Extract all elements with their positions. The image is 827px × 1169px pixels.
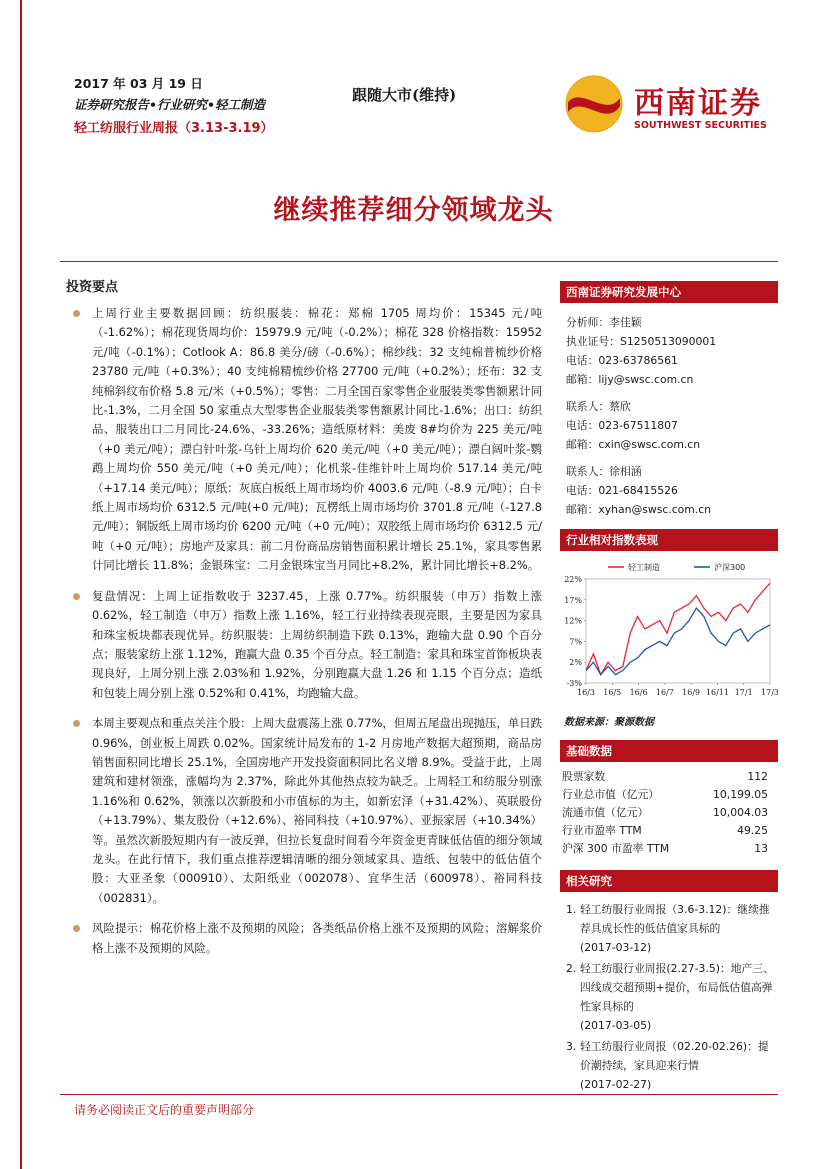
basic-data-value: 13 bbox=[754, 842, 768, 855]
x-tick-label: 16/3 bbox=[577, 688, 595, 697]
basic-data-label: 行业总市值（亿元） bbox=[562, 788, 660, 801]
contact-phone: 电话：021-68415526 bbox=[566, 484, 678, 497]
y-tick-label: 22% bbox=[564, 575, 582, 584]
report-category: 证券研究报告•行业研究•轻工制造 bbox=[74, 97, 265, 112]
logo-name-en: SOUTHWEST SECURITIES bbox=[634, 120, 767, 131]
summary-bullet-text: 风险提示：棉花价格上涨不及预期的风险；各类纸品价格上涨不及预期的风险；溶解浆价格上涨不及预期的风险。 bbox=[92, 921, 542, 955]
related-report-date: (2017-02-27) bbox=[580, 1078, 652, 1091]
list-item[interactable]: 2. 轻工纺服行业周报(2.27-3.5)：地产三、四线成交超预期+提价，布局低估值高弹性家具标的 (2017-03-05) bbox=[566, 962, 774, 1032]
basic-data-value: 49.25 bbox=[737, 824, 768, 837]
summary-bullet bbox=[66, 714, 542, 908]
basic-data-value: 10,004.03 bbox=[713, 806, 768, 819]
x-tick-label: 16/7 bbox=[655, 688, 674, 697]
research-center-title: 西南证券研究发展中心 bbox=[560, 281, 778, 303]
list-item[interactable]: 1. 轻工纺服行业周报（3.6-3.12)：继续推荐具成长性的低估值家具标的 (2017-03-12) bbox=[566, 903, 770, 954]
contact-name: 联系人：蔡欣 bbox=[566, 400, 631, 413]
footer-divider bbox=[60, 1094, 778, 1095]
table-row bbox=[560, 840, 778, 858]
summary-bullet bbox=[66, 919, 542, 958]
series-line bbox=[586, 608, 770, 675]
summary-bullet-text: 本周主要观点和重点关注个股：上周大盘震荡上涨 0.77%，但周五尾盘出现抛压，单日跌 0.96%，创业板上周跌 0.02%。国家统计局发布的 1-2 月房地产数据大超预期，商品房销售面积同比增长 25.1%，全国房地产开发投资面积同比名义增 8.9%。受益于此，上周建筑和建材领涨，涨幅均为 2.37%，除此外其他热点较为缺乏。上周轻工和纺服分别涨 1.16%和 0.62%，领涨以次新股和小市值标的为主，如新宏泽（+31.42%）、英联股份（+13.79%）、集友股份（+12.6%）、裕同科技（+10.97%）、亚振家居（+10.34%）等。虽然次新股短期内有一波反弹，但拉长复盘时间看今年资金更青睐低估值的细分领域龙头。在此行情下，我们重点推荐逻辑清晰的细分领域家具、造纸、包装中的低估值个股：大亚圣象（000910）、太阳纸业（002078）、宜华生活（600978）、裕同科技（002831）。 bbox=[92, 716, 542, 905]
related-research-title: 相关研究 bbox=[560, 870, 778, 892]
chart-source: 数据来源：聚源数据 bbox=[564, 717, 654, 728]
contact-email: 邮箱：cxin@swsc.com.cn bbox=[566, 438, 701, 451]
contact-email: 邮箱：xyhan@swsc.com.cn bbox=[566, 503, 711, 516]
report-date: 2017 年 03 月 19 日 bbox=[74, 76, 203, 91]
x-tick-label: 17/1 bbox=[734, 688, 753, 697]
related-report-title: 轻工纺服行业周报（3.6-3.12)：继续推荐具成长性的低估值家具标的 bbox=[580, 903, 770, 935]
relative-index-chart bbox=[560, 559, 778, 709]
industry-rating: 跟随大市(维持) bbox=[352, 86, 457, 104]
bullet-dot-icon bbox=[73, 720, 80, 727]
title-divider bbox=[60, 261, 778, 262]
bullet-dot-icon bbox=[73, 310, 80, 317]
x-tick-label: 17/3 bbox=[761, 688, 778, 697]
basic-data-table bbox=[560, 768, 778, 858]
analyst-email: 邮箱：lijy@swsc.com.cn bbox=[566, 373, 694, 386]
basic-data-label: 股票家数 bbox=[562, 770, 606, 783]
contact-name: 联系人：徐相涵 bbox=[566, 465, 642, 478]
basic-data-label: 沪深 300 市盈率 TTM bbox=[562, 842, 670, 855]
legend-label: 轻工制造 bbox=[628, 563, 660, 572]
analyst-contacts bbox=[560, 303, 778, 519]
investment-summary bbox=[66, 276, 542, 969]
summary-bullet bbox=[66, 587, 542, 703]
list-item[interactable]: 3. 轻工纺服行业周报（02.20-02.26)：提价潮持续，家具迎来行情 (2017-02-27) bbox=[566, 1040, 769, 1091]
y-tick-label: 2% bbox=[569, 658, 582, 668]
x-tick-label: 16/9 bbox=[682, 688, 701, 697]
y-tick-label: 7% bbox=[569, 637, 582, 647]
x-tick-label: 16/5 bbox=[603, 688, 622, 697]
basic-data-label: 流通市值（亿元） bbox=[562, 806, 649, 819]
series-line bbox=[586, 583, 770, 675]
y-tick-label: 17% bbox=[564, 595, 582, 605]
table-row bbox=[560, 786, 778, 804]
basic-data-title: 基础数据 bbox=[560, 740, 778, 762]
table-row bbox=[560, 804, 778, 822]
line-chart bbox=[560, 559, 778, 709]
basic-data-value: 112 bbox=[747, 770, 768, 783]
contact-phone: 电话：023-67511807 bbox=[566, 419, 678, 432]
related-report-title: 轻工纺服行业周报(2.27-3.5)：地产三、四线成交超预期+提价，布局低估值高弹性家具标的 bbox=[580, 962, 774, 1013]
logo-emblem-icon bbox=[562, 72, 626, 136]
bullet-dot-icon bbox=[73, 925, 80, 932]
x-tick-label: 16/11 bbox=[705, 688, 729, 697]
related-research-list bbox=[560, 900, 778, 1094]
legend-label: 沪深300 bbox=[714, 563, 746, 572]
company-logo bbox=[562, 72, 772, 136]
analyst-name: 分析师：李佳颖 bbox=[566, 316, 642, 329]
summary-bullet bbox=[66, 304, 542, 576]
analyst-license: 执业证号：S1250513090001 bbox=[566, 335, 717, 348]
x-tick-label: 16/6 bbox=[629, 688, 648, 697]
sidebar bbox=[560, 281, 778, 1096]
analyst-phone: 电话：023-63786561 bbox=[566, 354, 678, 367]
logo-name-cn: 西南证券 bbox=[634, 86, 762, 121]
bullet-dot-icon bbox=[73, 593, 80, 600]
summary-bullet-text: 复盘情况：上周上证指数收于 3237.45，上涨 0.77%。纺织服装（申万）指数上涨 0.62%，轻工制造（申万）指数上涨 1.16%，轻工行业持续表现亮眼，主要是因为家具和珠宝板块都表现优异。纺织服装：上周纺织制造下跌 0.13%，跑输大盘 0.90 个百分点；服装家纺上涨 1.12%，跑赢大盘 0.35 个百分点。轻工制造：家具和珠宝首饰板块表现良好，上周分别上涨 2.03%和 1.92%，分别跑赢大盘 1.26 和 1.15 个百分点；造纸和包装上周分别上涨 0.52%和 0.41%，均跑输大盘。 bbox=[92, 588, 542, 700]
footer-disclaimer: 请务必阅读正文后的重要声明部分 bbox=[74, 1103, 255, 1117]
y-tick-label: 12% bbox=[564, 616, 582, 626]
related-report-date: (2017-03-12) bbox=[580, 941, 652, 954]
report-title: 继续推荐细分领域龙头 bbox=[273, 195, 554, 226]
basic-data-label: 行业市盈率 TTM bbox=[562, 824, 642, 837]
table-row bbox=[560, 822, 778, 840]
chart-section-title: 行业相对指数表现 bbox=[560, 529, 778, 551]
table-row bbox=[560, 768, 778, 786]
related-report-title: 轻工纺服行业周报（02.20-02.26)：提价潮持续，家具迎来行情 bbox=[580, 1040, 769, 1072]
report-series-title: 轻工纺服行业周报（3.13-3.19） bbox=[74, 121, 274, 136]
summary-heading: 投资要点 bbox=[66, 280, 119, 295]
y-tick-label: -3% bbox=[566, 679, 582, 688]
left-margin-rule bbox=[20, 0, 22, 1169]
related-report-date: (2017-03-05) bbox=[580, 1019, 652, 1032]
summary-bullet-text: 上周行业主要数据回顾：纺织服装：棉花：郑棉 1705 周均价：15345 元/吨（-1.62%）；棉花现货周均价：15979.9 元/吨（-0.2%）；棉花 328 价格指数：15952 元/吨（-0.1%）；Cotlook A：86.8 美分/磅（-0.6%）；棉纱线：32 支纯棉普梳纱价格 23780 元/吨（+0.3%）；40 支纯棉精梳纱价格 27700 元/吨（+0.2%）；坯布：32 支纯棉斜纹布价格 5.8 元/米（+0.5%）；零售：二月全国百家零售企业服装类零售额累计同比-1.3%，二月全国 50 家重点大型零售企业服装类零售额累计同比-1.6%；出口：纺织品、服装出口二月同比-24.6%、-33.26%；造纸原材料：美废 8#均价为 225 美元/吨（+0 美元/吨）；漂白针叶浆-乌针上周均价 620 美元/吨（+0 美元/吨）；漂白阔叶浆-鹦鹉上周均价 550 美元/吨（+0 美元/吨）；化机浆-佳维针叶上周均价 517.14 美元/吨（+17.14 美元/吨）；原纸：灰底白板纸上周市场均价 4003.6 元/吨（-8.9 元/吨）；白卡纸上周市场均价 6312.5 元/吨(+0 元/吨)；瓦楞纸上周市场均价 3701.8 元/吨（-127.8 元/吨）；铜版纸上周市场均价 6200 元/吨（+0 元/吨）；双胶纸上周市场均价 6312.5 元/吨（+0 元/吨）；房地产及家具：前二月份商品房销售面积累计增长 25.1%，家具零售累计同比增长 11.8%；金银珠宝：二月金银珠宝当月同比+8.2%，累计同比增长+8.2%。 bbox=[92, 306, 542, 573]
basic-data-value: 10,199.05 bbox=[713, 788, 768, 801]
